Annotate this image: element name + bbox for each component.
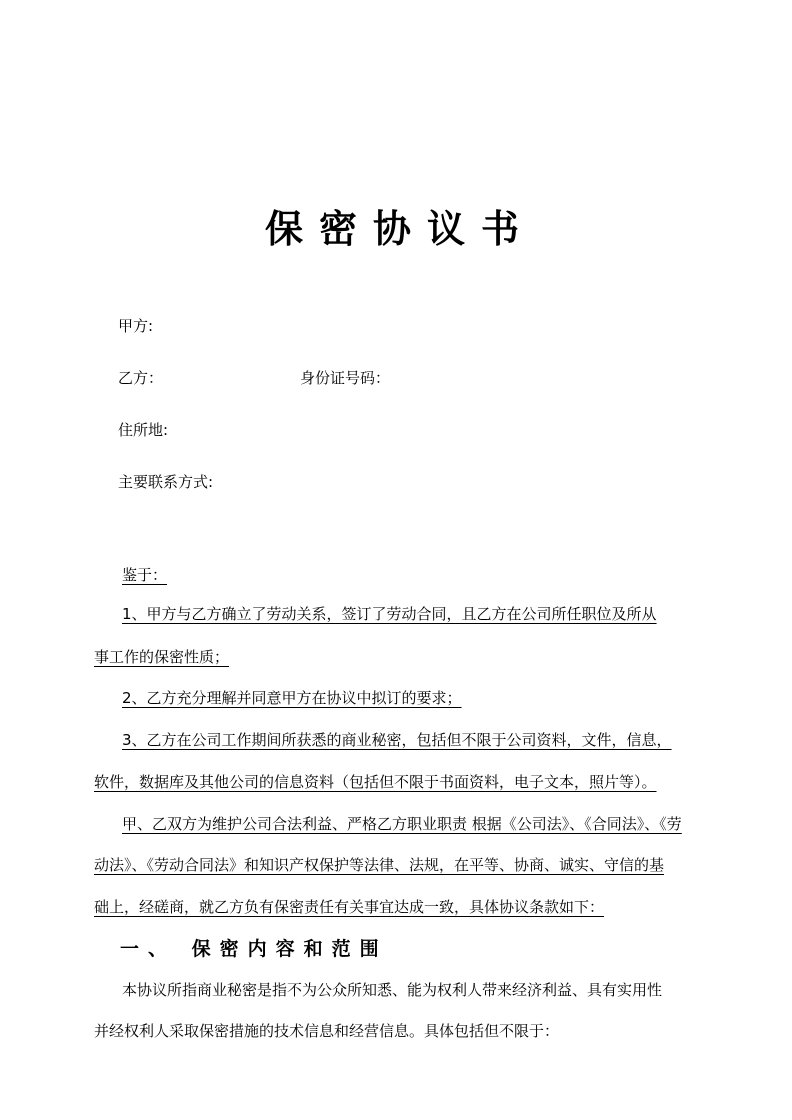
section-1-paragraph-line-1: 本协议所指商业秘密是指不为公众所知悉、能为权利人带来经济利益、具有实用性 <box>122 981 663 999</box>
whereas-item-1-line-1: 1、甲方与乙方确立了劳动关系，签订了劳动合同，且乙方在公司所任职位及所从 <box>122 605 657 623</box>
section-1-heading: 一、 保密内容和范围 <box>120 938 388 960</box>
party-b-label: 乙方： <box>118 369 164 387</box>
whereas-item-2: 2、乙方充分理解并同意甲方在协议中拟订的要求； <box>122 689 462 707</box>
whereas-item-3-line-1: 3、乙方在公司工作期间所获悉的商业秘密，包括但不限于公司资料，文件，信息， <box>122 731 672 749</box>
party-a-label: 甲方: <box>118 317 154 335</box>
address-label: 住所地: <box>118 421 169 439</box>
section-1-paragraph-line-2: 并经权利人采取保密措施的技术信息和经营信息。具体包括但不限于： <box>94 1022 560 1040</box>
agreement-line-1: 甲、乙双方为维护公司合法利益、严格乙方职业职责 根据《公司法》、《合同法》、《劳 <box>122 815 682 833</box>
agreement-line-2: 动法》、《劳动合同法》和知识产权保护等法律、法规，在平等、协商、诚实、守信的基 <box>94 856 665 874</box>
agreement-line-3: 础上，经磋商，就乙方负有保密责任有关事宜达成一致，具体协议条款如下： <box>94 898 605 916</box>
id-number-label: 身份证号码： <box>300 369 391 387</box>
document-title: 保密协议书 <box>264 207 535 251</box>
whereas-item-1-line-2: 事工作的保密性质； <box>94 648 230 666</box>
contact-label: 主要联系方式: <box>118 473 214 491</box>
whereas-label: 鉴于： <box>122 566 168 584</box>
whereas-item-3-line-2: 软件，数据库及其他公司的信息资料（包括但不限于书面资料，电子文本，照片等）。 <box>94 773 657 791</box>
